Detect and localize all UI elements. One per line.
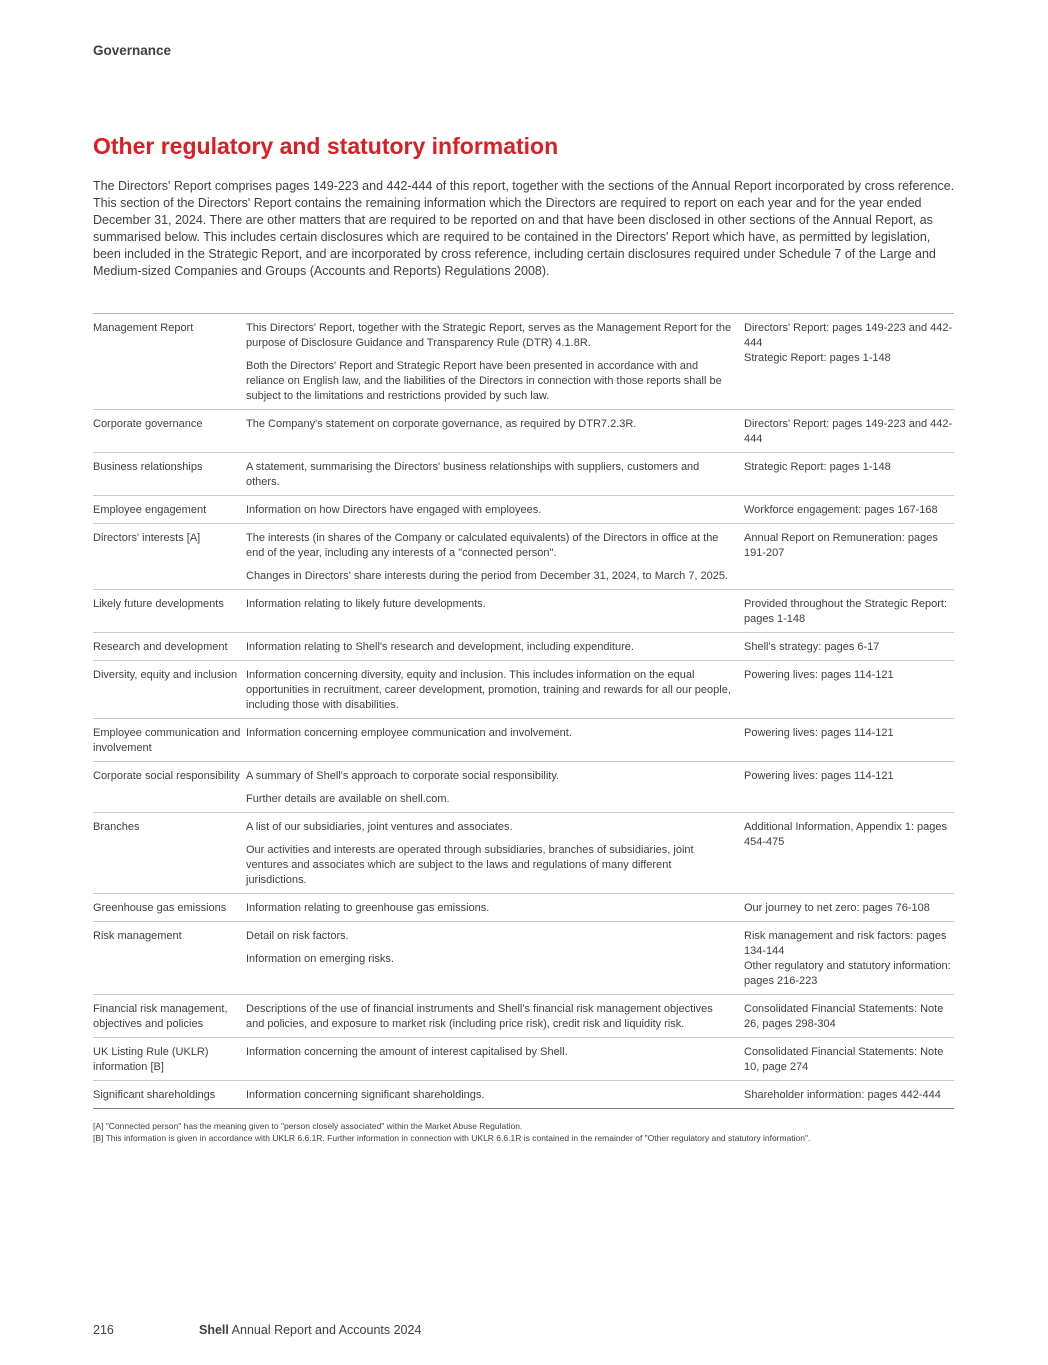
reference-line: Consolidated Financial Statements: Note 26, pages 298-304 [744,1003,944,1030]
description-paragraph: Changes in Directors' share interests during the period from December 31, 2024, to March 7, 2025. [246,570,729,582]
reference-line: Directors' Report: pages 149-223 and 442-444 [744,322,953,349]
table-row [93,589,954,632]
row-description [246,922,744,994]
description-paragraph: A statement, summarising the Directors' business relationships with suppliers, customers and others. [246,461,700,488]
row-reference [744,813,954,893]
row-topic: UK Listing Rule (UKLR) information [B] [93,1046,209,1073]
report-title: Annual Report and Accounts 2024 [231,1323,422,1337]
row-topic: Significant shareholdings [93,1089,216,1101]
row-description [246,894,744,921]
description-paragraph: Detail on risk factors. [246,930,349,942]
page-number: 216 [93,1323,114,1337]
table-row [93,1080,954,1108]
row-topic: Corporate social responsibility [93,770,240,782]
table-row [93,921,954,994]
footnote-a: [A] "Connected person" has the meaning given to "person closely associated" within the Market Abuse Regulation. [93,1121,523,1131]
row-topic: Greenhouse gas emissions [93,902,227,914]
row-reference [744,894,954,921]
row-topic: Management Report [93,322,194,334]
description-paragraph: Information on emerging risks. [246,953,394,965]
description-paragraph: Information concerning significant shareholdings. [246,1089,485,1101]
description-paragraph: A summary of Shell's approach to corporate social responsibility. [246,770,560,782]
row-topic: Diversity, equity and inclusion [93,669,238,681]
row-description [246,661,744,718]
reference-line: Annual Report on Remuneration: pages 191-207 [744,532,938,559]
reference-line: Consolidated Financial Statements: Note 10, page 274 [744,1046,944,1073]
row-topic: Corporate governance [93,418,203,430]
row-reference [744,590,954,632]
row-description [246,719,744,761]
description-paragraph: Both the Directors' Report and Strategic Report have been presented in accordance with and reliance on English law, and the liabilities of the Directors in connection with those reports shall be subject to the limitations and restrictions provided by such law. [246,360,722,402]
table-row [93,718,954,761]
row-topic: Directors' interests [A] [93,532,201,544]
row-reference [744,719,954,761]
row-reference [744,314,954,409]
row-reference [744,661,954,718]
table-row [93,523,954,589]
row-description [246,995,744,1037]
row-description [246,633,744,660]
reference-line: Additional Information, Appendix 1: pages 454-475 [744,821,948,848]
reference-line: Directors' Report: pages 149-223 and 442-444 [744,418,953,445]
table-row [93,893,954,921]
row-description [246,314,744,409]
table-row [93,761,954,812]
row-description [246,1081,744,1108]
reference-line: Strategic Report: pages 1-148 [744,352,891,364]
row-topic: Research and development [93,641,228,653]
description-paragraph: Information relating to likely future developments. [246,598,486,610]
reference-line: Provided throughout the Strategic Report: pages 1-148 [744,598,948,625]
description-paragraph: The Company's statement on corporate governance, as required by DTR7.2.3R. [246,418,637,430]
description-paragraph: Descriptions of the use of financial instruments and Shell's financial risk management objectives and policies, and exposure to market risk (including price risk), credit risk and liquidity risk. [246,1003,713,1030]
row-reference [744,453,954,495]
description-paragraph: This Directors' Report, together with the Strategic Report, serves as the Management Report for the purpose of Disclosure Guidance and Transparency Rule (DTR) 4.1.8R. [246,322,732,349]
row-description [246,524,744,589]
row-topic: Financial risk management, objectives and policies [93,1003,228,1030]
description-paragraph: Further details are available on shell.com. [246,793,450,805]
row-reference [744,496,954,523]
reference-line: Powering lives: pages 114-121 [744,669,894,681]
reference-line: Shell's strategy: pages 6-17 [744,641,880,653]
table-row [93,314,954,409]
row-reference [744,524,954,589]
page-title: Other regulatory and statutory information [93,133,559,159]
description-paragraph: Information concerning the amount of interest capitalised by Shell. [246,1046,568,1058]
description-paragraph: Information concerning employee communication and involvement. [246,727,572,739]
row-description [246,813,744,893]
description-paragraph: The interests (in shares of the Company or calculated equivalents) of the Directors in office at the end of the year, including any interests of a "connected person". [246,532,719,559]
row-reference [744,1081,954,1108]
row-topic: Branches [93,821,140,833]
row-topic: Risk management [93,930,182,942]
table-row [93,812,954,893]
table-row [93,1037,954,1080]
reference-line: Strategic Report: pages 1-148 [744,461,891,473]
row-reference [744,995,954,1037]
table-row [93,409,954,452]
row-description [246,410,744,452]
row-description [246,496,744,523]
row-description [246,453,744,495]
reference-line: Powering lives: pages 114-121 [744,770,894,782]
row-topic: Employee communication and involvement [93,727,241,754]
reference-line: Powering lives: pages 114-121 [744,727,894,739]
row-description [246,1038,744,1080]
table-row [93,660,954,718]
section-label: Governance [93,43,172,58]
footnotes [93,1120,963,1144]
description-paragraph: A list of our subsidiaries, joint ventures and associates. [246,821,513,833]
table-row [93,632,954,660]
disclosure-table [93,313,954,1109]
description-paragraph: Information relating to Shell's research and development, including expenditure. [246,641,634,653]
row-reference [744,922,954,994]
reference-line: Workforce engagement: pages 167-168 [744,504,938,516]
intro-paragraph: The Directors' Report comprises pages 149-223 and 442-444 of this report, together with the sections of the Annual Report incorporated by cross reference. This section of the Directors' Report contains the remaining information which the Directors are required to report on each year and for the year ended December 31, 2024. There are other matters that are required to be reported on and that have been disclosed in other sections of the Annual Report, as summarised below. This includes certain disclosures which are required to be contained in the Directors' Report which have, as permitted by legislation, been included in the Strategic Report, and are incorporated by cross reference, including certain disclosures required under Schedule 7 of the Large and Medium-sized Companies and Groups (Accounts and Reports) Regulations 2008). [93,179,955,278]
row-topic: Employee engagement [93,504,207,516]
row-reference [744,1038,954,1080]
footer-brand [199,1323,421,1337]
reference-line: Risk management and risk factors: pages 134-144 [744,930,947,957]
description-paragraph: Our activities and interests are operated through subsidiaries, branches of subsidiaries, joint ventures and associates which are subject to the laws and regulations of many different jurisdictions. [246,844,694,886]
brand-name: Shell [199,1323,229,1337]
row-topic: Likely future developments [93,598,224,610]
reference-line: Other regulatory and statutory information: pages 216-223 [744,960,951,987]
row-reference [744,410,954,452]
row-reference [744,762,954,812]
reference-line: Shareholder information: pages 442-444 [744,1089,941,1101]
table-row [93,452,954,495]
row-topic: Business relationships [93,461,203,473]
description-paragraph: Information on how Directors have engaged with employees. [246,504,542,516]
table-row [93,994,954,1037]
table-row [93,495,954,523]
row-description [246,762,744,812]
description-paragraph: Information concerning diversity, equity and inclusion. This includes information on the equal opportunities in recruitment, career development, promotion, training and rewards for all our people, including those with disabilities. [246,669,731,711]
row-description [246,590,744,632]
reference-line: Our journey to net zero: pages 76-108 [744,902,930,914]
description-paragraph: Information relating to greenhouse gas emissions. [246,902,490,914]
footnote-b: [B] This information is given in accordance with UKLR 6.6.1R. Further information in connection with UKLR 6.6.1R is contained in the remainder of "Other regulatory and statutory information". [93,1133,811,1143]
row-reference [744,633,954,660]
